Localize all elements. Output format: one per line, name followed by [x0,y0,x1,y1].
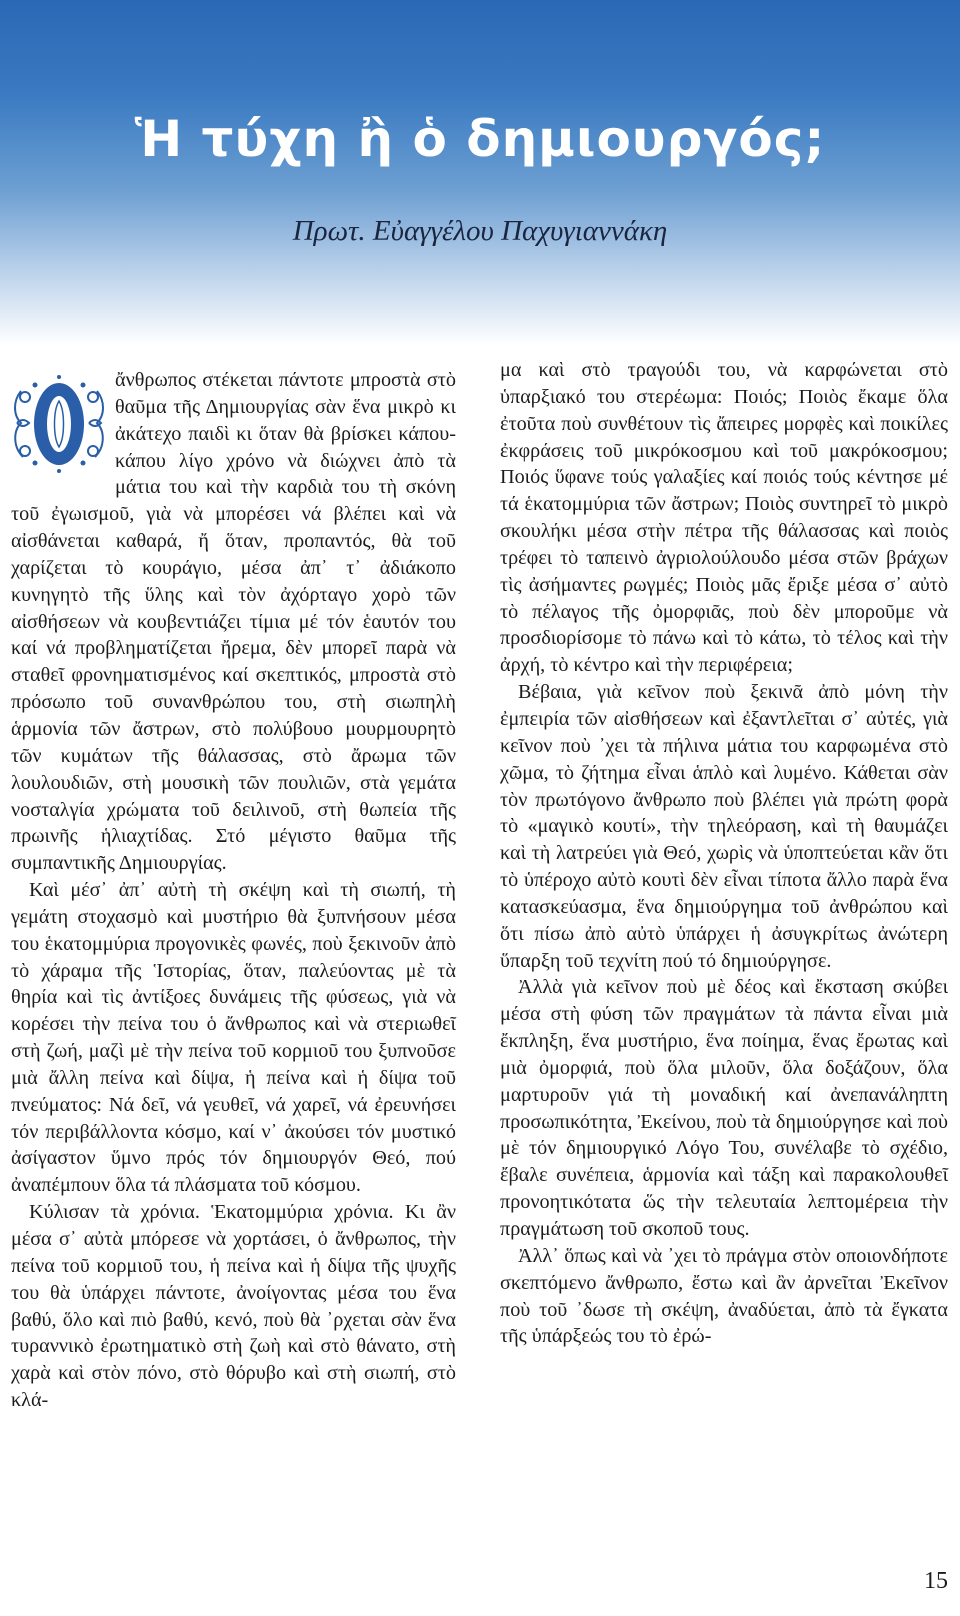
page-title: Ἡ τύχη ἢ ὁ δημιουργός; [134,110,826,168]
decorative-dropcap [11,371,107,475]
author-byline: Πρωτ. Εὐαγγέλου Παχυγιαννάκη [292,215,668,247]
paragraph-7: Ἀλλ᾽ ὅπως καὶ νὰ ᾽χει τὸ πράγμα στὸν οποιονδήποτε σκεπτόμενο ἄνθρωπο, ἔστω καὶ ἂν ἀρνεῖται Ἐκεῖνον ποὺ τοῦ ᾽δωσε τὴ σκέψη, ἀναδύεται, ἀπὸ τὰ ἔγκατα τῆς ὑπάρξεώς του τὸ ἐρώ- [500,1244,948,1348]
article-right-column [500,357,948,1350]
paragraph-6: Ἀλλὰ γιὰ κεῖνον ποὺ μὲ δέος καὶ ἔκσταση σκύβει μέσα στὴ φύση τῶν πραγμάτων τὰ πάντα εἶναι μιὰ ἔκπληξη, ἕνα μυστήριο, ἕνα ποίημα, ἕνας ἔρωτας καὶ μιὰ ὀμορφιά, ποὺ ὅλα μιλοῦν, ὅλα δοξάζουν, ὅλα μαρτυροῦν γιά τὴ μοναδική καί ἀνεπανάληπτη προσωπικότητα, Ἐκείνου, ποὺ τὰ δημιούργησε καὶ ποὺ μὲ τόν δημιουργικό Λόγο Του, συνέλαβε τὸ σχέδιο, ἔβαλε συνέπεια, ἁρμονία καὶ τάξη καὶ παρακολουθεῖ προνοητικότατα ὥς τὴν τελευταία λεπτομέρεια τὴν πραγμάτωση τοῦ σκοποῦ τους. [500,976,948,1240]
article-left-column [11,367,456,1414]
header-gradient-band [0,0,960,345]
paragraph-1 [11,367,456,877]
paragraph-2: Καὶ μέσ᾽ ἀπ᾽ αὐτὴ τὴ σκέψη καὶ τὴ σιωπή, τὴ γεμάτη στοχασμὸ καὶ μυστήριο θὰ ξυπνήσουν μέσα του ἑκατομμύρια προγονικὲς φωνές, ποὺ ξεκινοῦν ἀπὸ τὸ χάραμα τῆς Ἱστορίας, ὅταν, παλεύοντας μὲ τὰ θηρία καὶ τὶς ἀντίξοες δυνάμεις τῆς φύσεως, γιὰ νὰ κορέσει τὴν πείνα του ὁ ἄνθρωπος καὶ νὰ στεριωθεῖ στὴ ζωή, μαζὶ μὲ τὴν πείνα τοῦ κορμιοῦ του ξυπνοῦσε μιὰ ἄλλη πείνα καὶ δίψα, ἡ πείνα καὶ ἡ δίψα τοῦ πνεύματος: Νά δεῖ, νά γευθεῖ, νά χαρεῖ, νά ἐρευνήσει τόν περιβάλλοντα κόσμο, καί ν᾽ ἀκούσει τόν μυστικό ἀσίγαστον ὕμνο πρός τόν δημιουργόν Θεό, πού ἀναπέμπουν ὅλα τά πλάσματα τοῦ κόσμου. [11,879,456,1197]
ornamental-dropcap-icon [11,371,107,475]
paragraph-3: Κύλισαν τὰ χρόνια. Ἑκατομμύρια χρόνια. Κι ἂν μέσα σ᾽ αὐτὰ μπόρεσε νὰ χορτάσει, ὁ ἄνθρωπος, τὴν πείνα τοῦ κορμιοῦ του, ἡ πείνα καὶ ἡ δίψα τῆς ψυχῆς του θὰ ὑπάρχει πάντοτε, ἀνοίγοντας μέσα του ἕνα βαθύ, ὅλο καὶ πιὸ βαθύ, κενό, ποὺ θὰ ᾽ρχεται σὰν ἕνα τυραννικὸ ἐρωτηματικὸ στὴ ζωὴ καὶ στὸ θάνατο, στὴ χαρὰ καὶ στὸν πόνο, στὸ θόρυβο καὶ στὴ σιωπή, στὸ κλά- [11,1201,456,1412]
paragraph-1-text: ἄνθρωπος στέκεται πάντοτε μπροστὰ στὸ θαῦμα τῆς Δημιουργίας σὰν ἕνα μικρὸ κι ἀκάτεχο παιδὶ κι ὅταν θὰ βρίσκει κάπου-κάπου λίγο χρόνο νὰ διώχνει ἀπὸ τὰ μάτια του καὶ τὴν καρδιὰ του τὴ σκόνη τοῦ ἐγωισμοῦ, γιὰ νὰ μπορέσει νά βλέπει καὶ νὰ αἰσθάνεται καθαρά, ἤ ὅταν, προπαντός, θὰ τοῦ χαρίζεται τὸ κουράγιο, μέσα ἀπ᾽ τ᾽ ἀδιάκοπο κυνηγητὸ τῆς ὕλης καὶ τὸν ἀχόρταγο χορὸ τῶν αἰσθήσεων νὰ κουβεντιάζει τίμια μέ τόν ἑαυτόν του καί νά προβληματίζεται ἤρεμα, δὲν μπορεῖ παρὰ νὰ σταθεῖ φρονηματισμένος καί σκεπτικός, μπροστὰ στὸ πρόσωπο τοῦ συνανθρώπου του, στὴ σιωπηλὴ ἁρμονία τῶν ἄστρων, στὸ πολύβουο μουρμουρητὸ τῶν κυμάτων τῆς θάλασσας, στὸ ἄρωμα τῶν λουλουδιῶν, στὴ μουσικὴ τῶν πουλιῶν, στὰ γεμάτα νοσταλγία χρώματα τοῦ δειλινοῦ, στὴ θωπεία τῆς πρωινῆς ἡλιαχτίδας. Στό μέγιστο θαῦμα τῆς συμπαντικῆς Δημιουργίας. [11,369,456,875]
page-number: 15 [924,1568,948,1594]
paragraph-5: Βέβαια, γιὰ κεῖνον ποὺ ξεκινᾶ ἀπὸ μόνη τὴν ἐμπειρία τῶν αἰσθήσεων καὶ ἐξαντλεῖται σ᾽ αὐτές, γιὰ κεῖνον ποὺ ᾽χει τὰ πήλινα μάτια του καρφωμένα στὸ χῶμα, τὸ ζήτημα εἶναι ἁπλὸ καὶ λυμένο. Κάθεται σὰν τὸν πρωτόγονο ἄνθρωπο ποὺ βλέπει γιὰ πρώτη φορὰ τὸ «μαγικὸ κουτί», τὴν τηλεόραση, καὶ τὴ θαυμάζει καὶ τὴ λατρεύει γιὰ Θεό, χωρὶς νὰ ὑποπτεύεται κἂν ὅτι τὸ ὑπέροχο αὐτὸ κουτὶ δὲν εἶναι τίποτα ἄλλο παρὰ ἕνα κατασκεύασμα, ἕνα δημιούργημα τοῦ ἀνθρώπου καὶ ὅτι πίσω ἀπὸ αὐτὸ ὑπάρχει ἡ ἀσυγκρίτως ἀνώτερη ὕπαρξη τοῦ τεχνίτη πού τό δημιούργησε. [500,681,948,972]
paragraph-4: μα καὶ στὸ τραγούδι του, νὰ καρφώνεται στὸ ὑπαρξιακό του στερέωμα: Ποιός; Ποιὸς ἔκαμε ὅλα ἐτοῦτα ποὺ συνθέτουν τὶς ἄπειρες μορφὲς καὶ ποικίλες ἐκφράσεις τοῦ μικρόκοσμου καὶ τοῦ μακρόκοσμου; Ποιός ὕφανε τούς γαλαξίες καί ποιός τούς κέντησε μέ τά ἑκατομμύρια τῶν ἄστρων; Ποιὸς συντηρεῖ τὸ μικρὸ σκουλήκι μέσα στὴν πέτρα τῆς θάλασσας καὶ ποιὸς τρέφει τὸ ταπεινὸ ἀγριολούλουδο μέσα στῶν βράχων τὶς ἀσήμαντες ρωγμές; Ποιὸς μᾶς ἔριξε μέσα σ᾽ αὐτὸ τὸ πέλαγος τῆς ὀμορφιᾶς, ποὺ δὲν μποροῦμε νὰ προσδιορίσομε τὸ πάνω καὶ τὸ κάτω, τὸ τέλος καὶ τὴν ἀρχή, τὸ κέντρο καὶ τὴν περιφέρεια; [500,359,948,677]
